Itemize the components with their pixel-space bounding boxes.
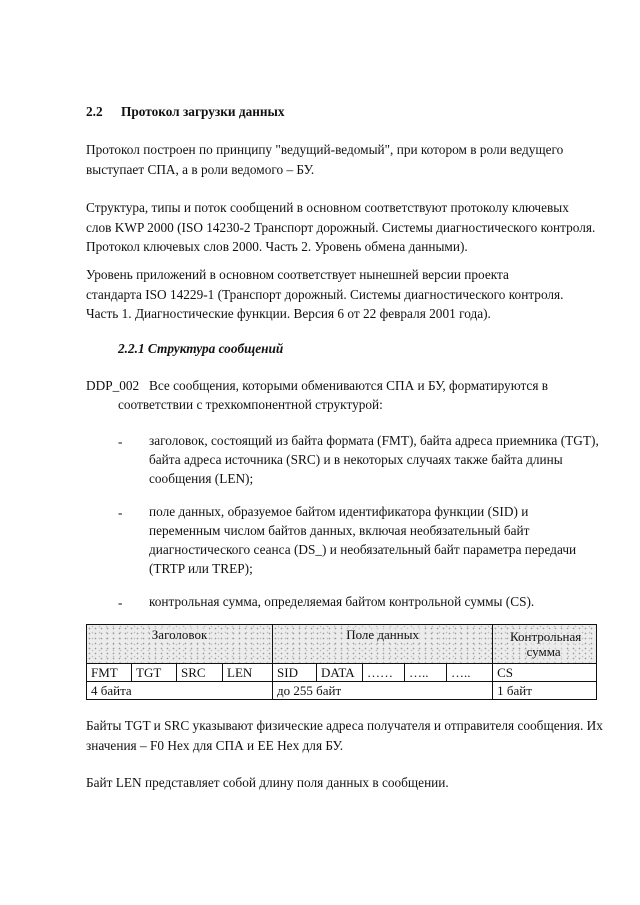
header-group-cell: [87, 625, 273, 664]
header-group-label: Заголовок: [151, 627, 208, 642]
field-cell: DATA: [317, 664, 363, 682]
data-group-cell: [273, 625, 493, 664]
data-group-label: Поле данных: [346, 627, 419, 642]
bullet-2-dash: -: [118, 505, 123, 520]
field-cell: ……: [363, 664, 405, 682]
table-fields-row: [87, 664, 597, 682]
section-number: 2.2: [86, 104, 103, 119]
paragraph-2-line-1: Структура, типы и поток сообщений в основном соответствуют протоколу ключевых: [86, 200, 569, 215]
data-size-cell: до 255 байт: [273, 682, 493, 700]
paragraph-3-line-1: Уровень приложений в основном соответствует нынешней версии проекта: [86, 267, 509, 282]
closing-paragraph-1-line-2: значения – F0 Hex для СПА и EE Hex для БУ.: [86, 738, 344, 753]
checksum-size-cell: 1 байт: [493, 682, 597, 700]
field-cell: CS: [493, 664, 597, 682]
bullet-2-line-2: переменным числом байтов данных, включая необязательный байт: [149, 523, 530, 538]
section-title: Протокол загрузки данных: [121, 104, 285, 119]
bullet-1-line-2: байта адреса источника (SRC) и в некоторых случаях также байта длины: [149, 452, 563, 467]
field-cell: LEN: [223, 664, 273, 682]
bullet-3-line-1: контрольная сумма, определяемая байтом контрольной суммы (CS).: [149, 594, 535, 609]
paragraph-3-line-2: стандарта ISO 14229-1 (Транспорт дорожный. Системы диагностического контроля.: [86, 287, 564, 302]
field-cell: SID: [273, 664, 317, 682]
subsection-title: 2.2.1 Структура сообщений: [118, 341, 284, 356]
header-size-cell: 4 байта: [87, 682, 273, 700]
bullet-2-line-1: поле данных, образуемое байтом идентификатора функции (SID) и: [149, 504, 529, 519]
closing-paragraph-2-line-1: Байт LEN представляет собой длину поля данных в сообщении.: [86, 775, 449, 790]
closing-paragraph-1-line-1: Байты TGT и SRC указывают физические адреса получателя и отправителя сообщения. Их: [86, 718, 603, 733]
field-cell: …..: [447, 664, 493, 682]
table-header-row: [87, 625, 597, 664]
table-sizes-row: [87, 682, 597, 700]
bullet-1-dash: -: [118, 434, 123, 449]
field-cell: TGT: [132, 664, 177, 682]
requirement-line-1: Все сообщения, которыми обмениваются СПА и БУ, форматируются в: [149, 378, 549, 393]
requirement-line-2: соответствии с трехкомпонентной структурой:: [118, 397, 383, 412]
paragraph-1-line-1: Протокол построен по принципу "ведущий-ведомый", при котором в роли ведущего: [86, 142, 564, 157]
paragraph-2-line-2: слов KWP 2000 (ISO 14230-2 Транспорт дорожный. Системы диагностического контроля.: [86, 220, 596, 235]
bullet-2-line-3: диагностического сеанса (DS_) и необязательный байт параметра передачи: [149, 542, 577, 557]
message-structure-table: [86, 624, 597, 700]
paragraph-1-line-2: выступает СПА, а в роли ведомого – БУ.: [86, 162, 315, 177]
paragraph-2-line-3: Протокол ключевых слов 2000. Часть 2. Уровень обмена данными).: [86, 239, 468, 254]
checksum-group-cell: [493, 625, 597, 664]
bullet-1-line-3: сообщения (LEN);: [149, 471, 254, 486]
field-cell: SRC: [177, 664, 223, 682]
checksum-group-label: Контрольная сумма: [509, 629, 582, 659]
requirement-id: DDP_002: [86, 378, 140, 393]
bullet-2-line-4: (TRTP или TREP);: [149, 561, 253, 576]
bullet-1-line-1: заголовок, состоящий из байта формата (FMT), байта адреса приемника (TGT),: [149, 433, 599, 448]
field-cell: …..: [405, 664, 447, 682]
bullet-3-dash: -: [118, 595, 123, 610]
field-cell: FMT: [87, 664, 132, 682]
paragraph-3-line-3: Часть 1. Диагностические функции. Версия 6 от 22 февраля 2001 года).: [86, 306, 491, 321]
